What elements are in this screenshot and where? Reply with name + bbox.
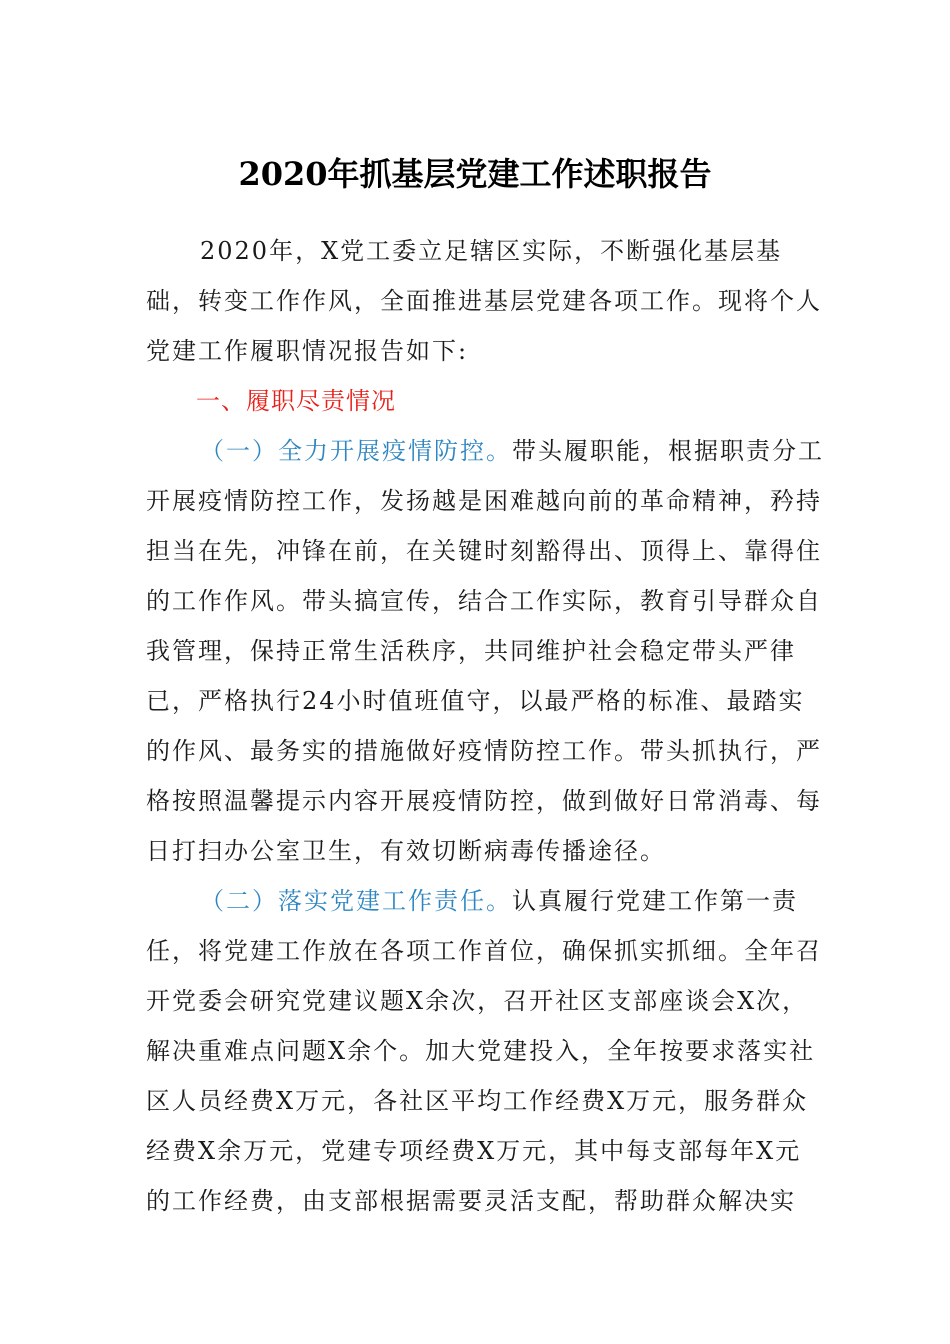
paragraph-party-responsibility-body: 认真履行党建工作第一责任，将党建工作放在各项工作首位，确保抓实抓细。全年召开党委会研究党建议题X余次，召开社区支部座谈会X次，解决重难点问题X余个。加大党建投入，全年按要求落实社区人员经费X万元，各社区平均工作经费X万元，服务群众经费X余万元，党建专项经费X万元，其中每支部每年X元的工作经费，由支部根据需要灵活支配，帮助群众解决实 [146, 887, 822, 1215]
section-heading: 一、履职尽责情况 [196, 387, 396, 415]
paragraph-epidemic-control [146, 426, 826, 876]
document-title: 2020年抓基层党建工作述职报告 [238, 155, 712, 193]
sub-heading-epidemic-control: （一）全力开展疫情防控。 [200, 437, 512, 465]
paragraph-party-responsibility [146, 876, 826, 1226]
sub-heading-party-responsibility: （二）落实党建工作责任。 [200, 887, 512, 915]
intro-paragraph: 2020年，X党工委立足辖区实际，不断强化基层基础，转变工作作风，全面推进基层党建各项工作。现将个人党建工作履职情况报告如下: [146, 237, 822, 365]
paragraph-epidemic-control-body: 带头履职能，根据职责分工开展疫情防控工作，发扬越是困难越向前的革命精神，矜持担当在先，冲锋在前，在关键时刻豁得出、顶得上、靠得住的工作作风。带头搞宣传，结合工作实际，教育引导群众自我管理，保持正常生活秩序，共同维护社会稳定带头严律已，严格执行24小时值班值守，以最严格的标准、最踏实的作风、最务实的措施做好疫情防控工作。带头抓执行，严格按照温馨提示内容开展疫情防控，做到做好日常消毒、每日打扫办公室卫生，有效切断病毒传播途径。 [146, 437, 824, 865]
